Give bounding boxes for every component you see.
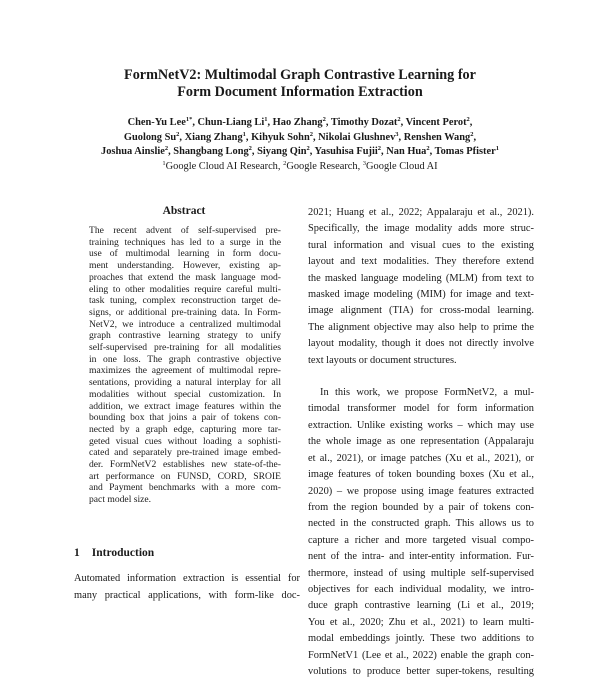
abstract-line: graph contrastive learning strategy to unify [89, 330, 281, 342]
abstract-line: task tuning, complex reconstruction target de- [89, 295, 281, 307]
right-column-line: extraction. Unlike existing works – which may use [308, 419, 534, 431]
abstract-line: The recent advent of self-supervised pre- [89, 225, 281, 236]
right-column-line: modal embeddings jointly. These two additions to [308, 633, 534, 645]
right-column-line: Specifically, the image modality adds more struc- [308, 223, 534, 235]
abstract-line: self-supervised pre-training for all modalities [89, 342, 281, 354]
authors-line-2: Guolong Su$^2$, Xiang Zhang$^1$, Kihyuk Sohn$^2$, Nikolai Glushnev$^3$, Renshen Wang$^2$, [123, 130, 477, 143]
abstract-line: and Payment benchmarks with a more com- [89, 482, 281, 494]
affiliations: $^1$Google Cloud AI Research, $^2$Google Research, $^3$Google Cloud AI [162, 160, 438, 172]
right-column-line: You et al., 2020; Zhu et al., 2021) to learn multi- [308, 616, 534, 628]
right-column-line: layout and text modalities. They therefore extend [308, 256, 534, 268]
abstract-heading: Abstract [162, 205, 206, 217]
authors-line-1: Chen-Yu Lee$^{1*}$, Chun-Liang Li$^1$, Hao Zhang$^2$, Timothy Dozat$^2$, Vincent Perot$^2$, [127, 116, 473, 128]
right-column-line: volutions to produce better super-tokens, resulting [308, 665, 534, 677]
introduction-line: many practical applications, with form-like doc- [74, 590, 300, 601]
abstract-line: nected by a graph edge, capturing more tar- [89, 423, 281, 435]
title-line-1: FormNetV2: Multimodal Graph Contrastive Learning for [124, 67, 476, 83]
introduction-line: Automated information extraction is essential for [74, 573, 300, 584]
abstract-line: signs, or additional pre-training data. In Form- [89, 306, 281, 318]
title-line-2: Form Document Information Extraction [177, 84, 423, 100]
abstract-body [89, 225, 281, 506]
author-list [40, 116, 560, 160]
right-column-line: duce graph contrastive learning (Li et al., 2019; [308, 600, 534, 612]
right-column-line: The alignment objective may also help to prime the [308, 321, 534, 333]
right-column-line: image alignment (TIA) for cross-modal learning. [308, 305, 534, 317]
abstract-line: art performance on FUNSD, CORD, SROIE [89, 470, 281, 482]
paragraph-gap [308, 369, 534, 385]
abstract-line: proaches that extend the mask language mod- [89, 271, 281, 283]
abstract-line: eling to other modalities require careful multi- [89, 283, 281, 295]
right-column-line: capture a richer and more targeted visual compo- [308, 534, 534, 546]
paper-title [40, 67, 560, 101]
abstract-line: maximizes the agreement of multimodal repre- [89, 365, 281, 377]
right-column-text [308, 205, 534, 680]
abstract-line: modalities without special customization. In [89, 388, 281, 400]
abstract-line: addition, we extract image features within the [89, 400, 281, 412]
right-column-line: the whole image as one representation (Appalaraju [308, 436, 534, 448]
right-column-line: In this work, we propose FormNetV2, a mul- [320, 387, 534, 399]
right-column-line: et al., 2021), or image patches (Xu et al., 2021), or [308, 452, 534, 464]
section-title: Introduction [91, 547, 155, 559]
abstract-line: use of multimodal learning in form docu- [89, 248, 281, 260]
right-column-line: objectives for each individual modality, we intro- [308, 583, 534, 595]
right-column-line: from the region bounded by a pair of tokens con- [308, 501, 534, 513]
right-column-line: text layouts or document structures. [308, 354, 457, 366]
abstract-line: pact model size. [89, 494, 152, 506]
right-column-line: nent of the intra- and inter-entity information. Fur- [308, 551, 534, 563]
right-column-line: FormNetV1 (Lee et al., 2022) enable the graph con- [308, 649, 534, 661]
right-column-line: layout modality, though it does not directly involve [308, 338, 534, 350]
right-column-line: 2020) – we propose using image features extracted [308, 485, 534, 497]
right-column-line: masked image modeling (MIM) for image and text- [308, 289, 534, 301]
abstract-line: der. FormNetV2 establishes new state-of-the- [89, 459, 281, 471]
abstract-line: bounding box that joins a pair of tokens con- [89, 412, 281, 424]
right-column-line: thermore, instead of using multiple self-supervised [308, 567, 534, 579]
abstract-line: cated and separately pre-trained image embed- [89, 447, 281, 459]
abstract-line: ment understanding. However, existing ap- [89, 260, 281, 272]
introduction-body [74, 570, 300, 604]
abstract-line: sentations, providing a natural interplay for all [89, 377, 281, 389]
right-column-line: timodal transformer model for form information [308, 403, 534, 415]
right-column-line: 2021; Huang et al., 2022; Appalaraju et al., 2021). [308, 207, 534, 218]
authors-line-3: Joshua Ainslie$^2$, Shangbang Long$^2$, Siyang Qin$^2$, Yasuhisa Fujii$^2$, Nan Hua$^2$, Tomas Pfister$^1$ [101, 145, 499, 157]
abstract-line: NetV2, we introduce a centralized multimodal [89, 318, 281, 330]
abstract-line: geted visual cues without loading a sophisti- [89, 435, 281, 447]
section-number: 1 [74, 547, 80, 559]
right-column-line: image features of token bounding boxes (Xu et al., [308, 469, 534, 481]
abstract-line: training techniques has led to a surge in the [89, 236, 281, 248]
introduction-heading [74, 547, 154, 559]
right-column-line: nected in the constructed graph. This allows us to [308, 518, 534, 530]
right-column-line: tural information and visual cues to the existing [308, 239, 534, 251]
right-column-line: the masked language modeling (MLM) from text to [308, 272, 534, 284]
abstract-line: in one loss. The graph contrastive objective [89, 353, 281, 365]
